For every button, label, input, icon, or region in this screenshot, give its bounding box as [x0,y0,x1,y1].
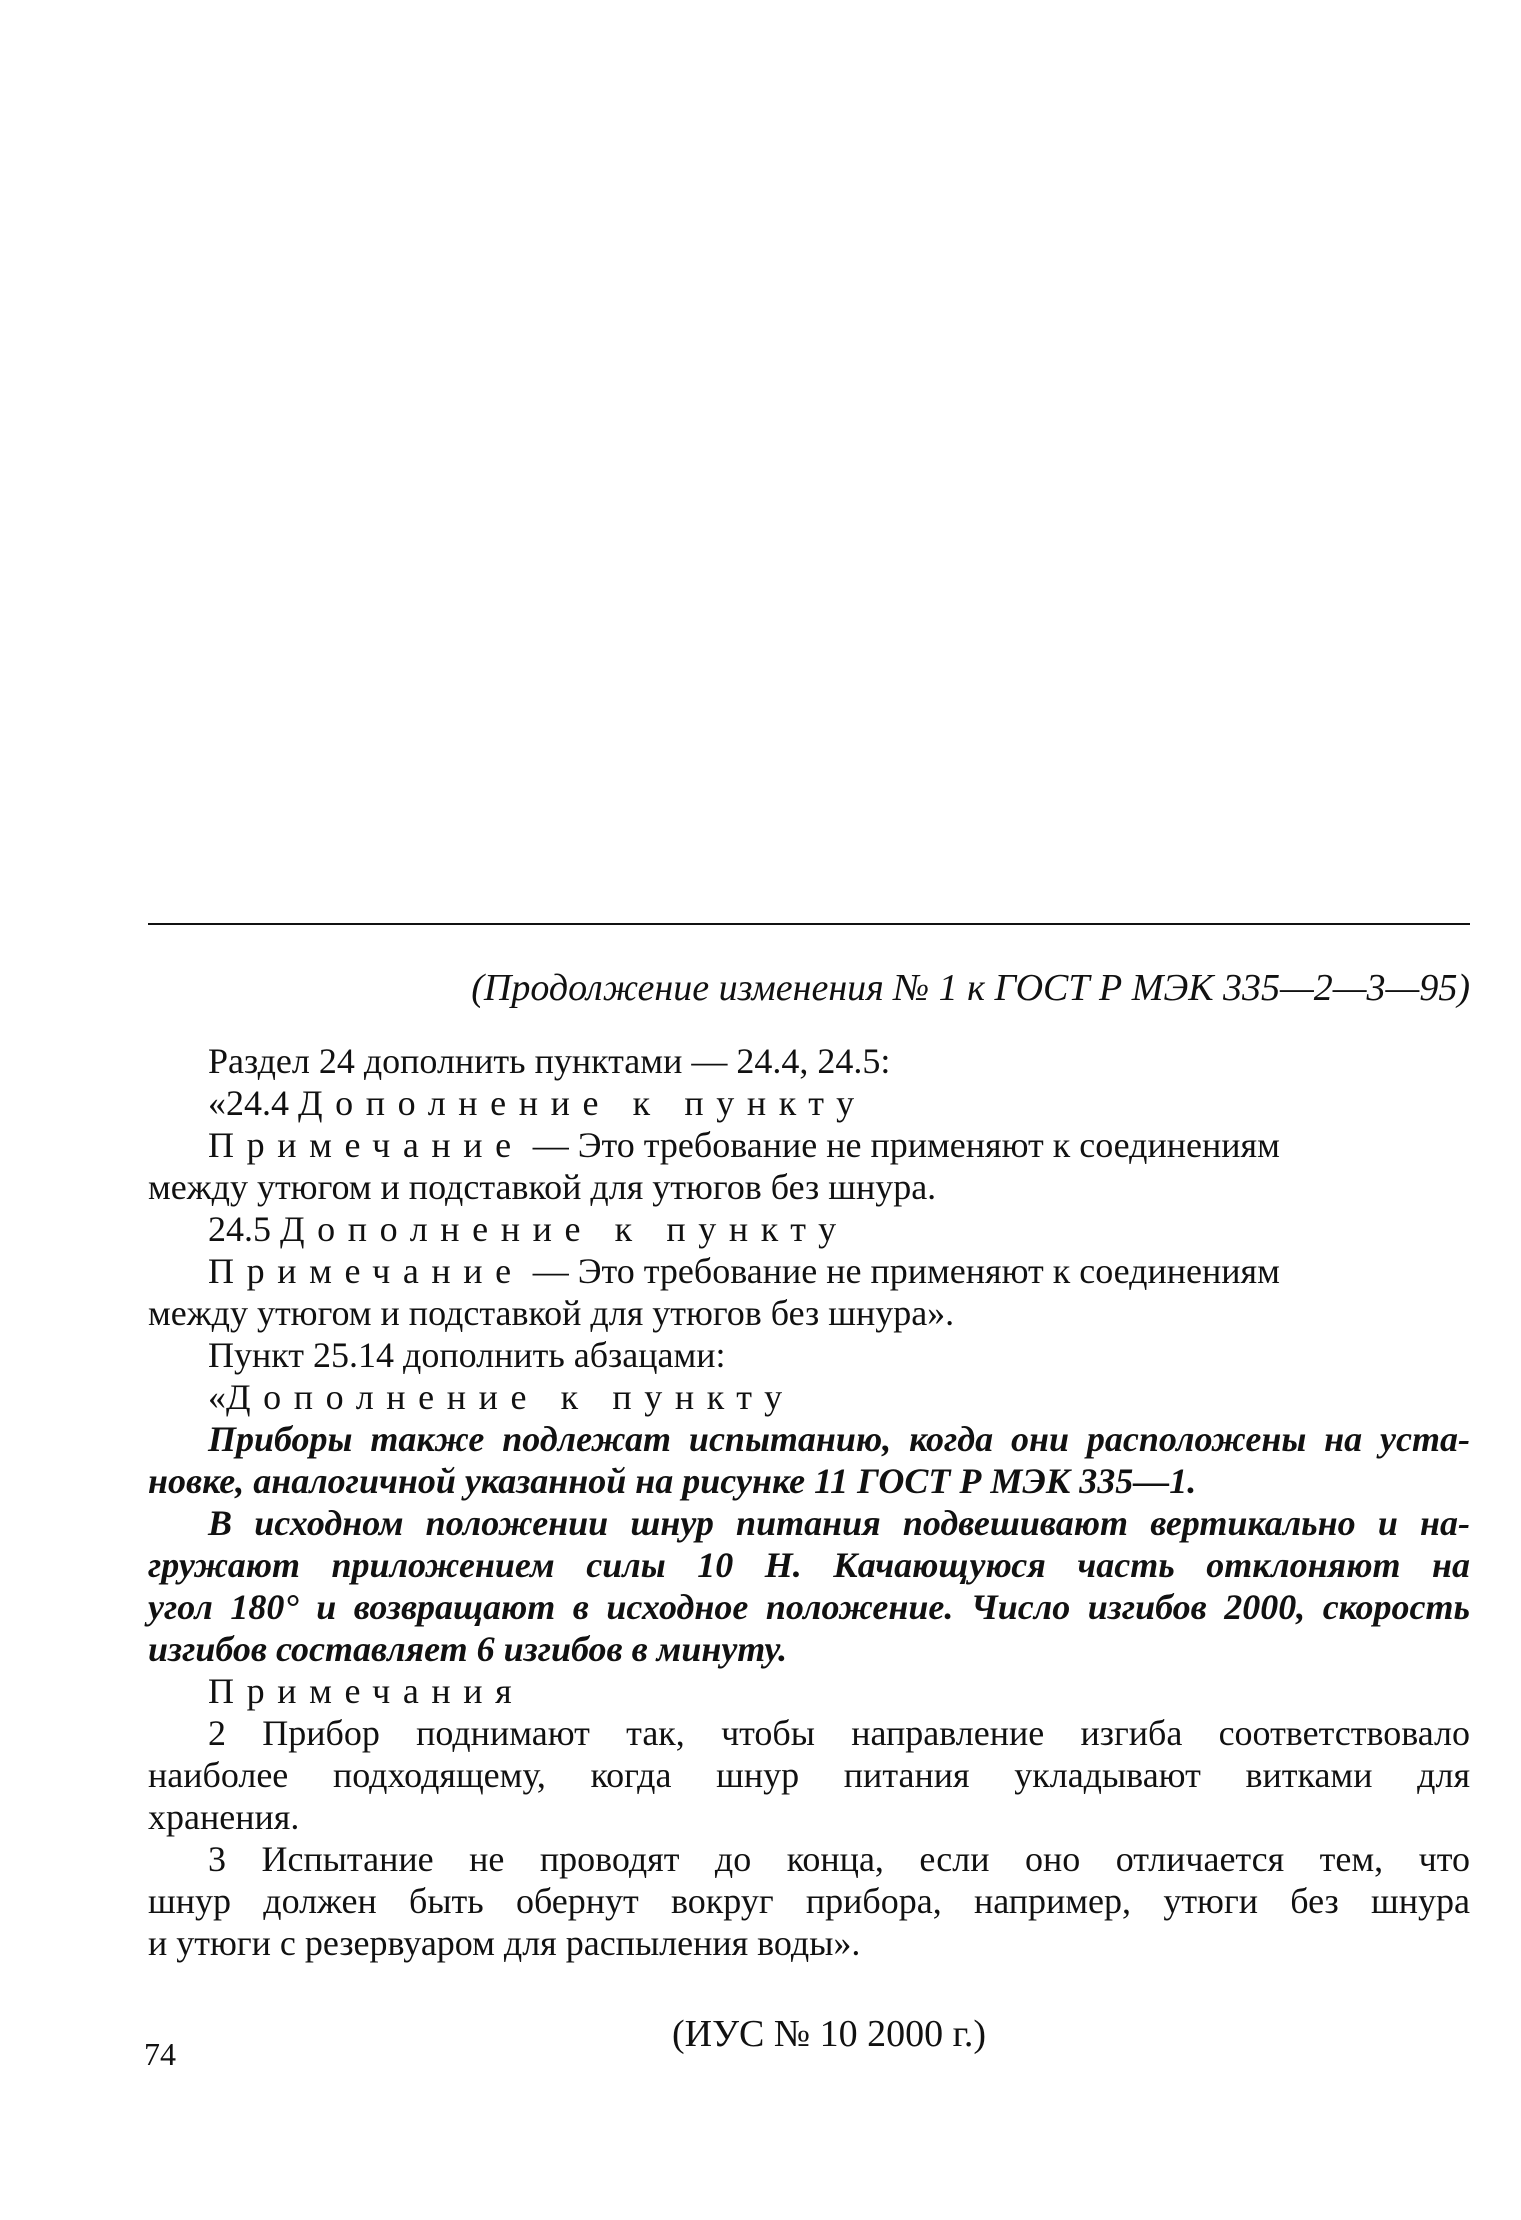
paragraph-line [148,1376,1470,1418]
paragraph-line [148,1250,1470,1292]
spaced-heading: Дополнение к пункту [280,1209,849,1249]
horizontal-rule [148,923,1470,925]
paragraph-line [148,1124,1470,1166]
paragraph-line: между утюгом и подставкой для утюгов без шнура». [148,1293,955,1333]
italic-line: угол 180° и возвращают в исходное положение. Число изгибов 2000, скорость [148,1587,1470,1627]
paragraph-line: Раздел 24 дополнить пунктами — 24.4, 24.5: [208,1041,891,1081]
paragraph-line: Пункт 25.14 дополнить абзацами: [208,1335,726,1375]
paragraph-line [148,1670,1470,1712]
paragraph-line [148,1208,1470,1250]
paragraph-line: наиболее подходящему, когда шнур питания укладывают витками для [148,1755,1470,1795]
notes-heading: Примечания [208,1671,525,1711]
spaced-heading: Дополнение к пункту [226,1377,795,1417]
paragraph-line: между утюгом и подставкой для утюгов без шнура. [148,1167,937,1207]
paragraph-line: хранения. [148,1797,300,1837]
page-number: 74 [144,2036,176,2072]
italic-line: В исходном положении шнур питания подвешивают вертикально и на- [208,1503,1470,1543]
quote-mark: « [208,1377,226,1417]
italic-line: изгибов составляет 6 изгибов в минуту. [148,1629,788,1669]
document-body [148,966,1470,2056]
spaced-heading: Дополнение к пункту [298,1083,867,1123]
continuation-header: (Продолжение изменения № 1 к ГОСТ Р МЭК 335—2—3—95) [471,967,1470,1009]
paragraph-line: шнур должен быть обернут вокруг прибора, например, утюги без шнура [148,1881,1470,1921]
note-text: — Это требование не применяют к соединениям [532,1125,1280,1165]
clause-number: 24.5 [208,1209,271,1249]
paragraph-line: 3 Испытание не проводят до конца, если оно отличается тем, что [208,1839,1470,1879]
ius-reference: (ИУС № 10 2000 г.) [671,2013,987,2055]
note-text: — Это требование не применяют к соединениям [532,1251,1280,1291]
note-label: Примечание [208,1125,524,1165]
paragraph-line [148,1082,1470,1124]
italic-line: Приборы также подлежат испытанию, когда они расположены на уста- [208,1419,1470,1459]
paragraph-line: и утюги с резервуаром для распыления воды». [148,1923,861,1963]
note-label: Примечание [208,1251,524,1291]
paragraph-line: 2 Прибор поднимают так, чтобы направление изгиба соответствовало [208,1713,1470,1753]
clause-number: «24.4 [208,1083,289,1123]
italic-line: гружают приложением силы 10 Н. Качающуюся часть отклоняют на [148,1545,1470,1585]
italic-line: новке, аналогичной указанной на рисунке 11 ГОСТ Р МЭК 335—1. [148,1461,1197,1501]
